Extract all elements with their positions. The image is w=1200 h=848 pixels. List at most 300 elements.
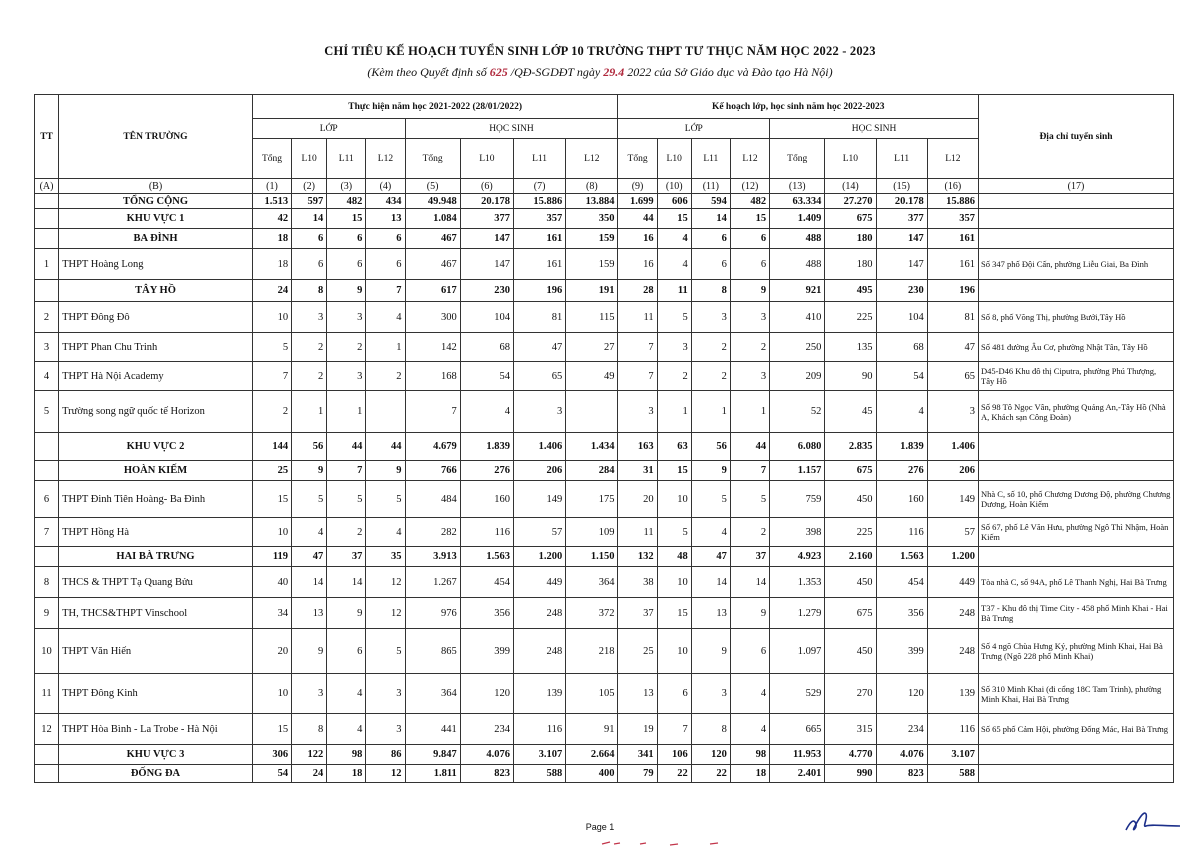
header-sub: Tổng (252, 139, 291, 179)
value-cell: 2 (730, 333, 769, 362)
value-cell: 377 (876, 209, 927, 229)
value-cell: 116 (876, 518, 927, 547)
value-cell: 44 (618, 209, 657, 229)
value-cell: 159 (566, 249, 618, 280)
value-cell: 5 (657, 302, 691, 333)
value-cell: 14 (327, 567, 366, 598)
summary-row (35, 209, 1174, 229)
value-cell: 4 (366, 302, 405, 333)
address-cell (979, 229, 1174, 249)
value-cell: 15 (657, 209, 691, 229)
value-cell: 2 (730, 518, 769, 547)
value-cell: 467 (405, 229, 460, 249)
value-cell: 1.353 (770, 567, 825, 598)
value-cell: 2 (691, 333, 730, 362)
value-cell: 5 (366, 481, 405, 518)
value-cell: 14 (691, 567, 730, 598)
value-cell: 10 (657, 629, 691, 674)
value-cell: 675 (825, 598, 876, 629)
row-number: 3 (35, 333, 59, 362)
value-cell: 13 (366, 209, 405, 229)
column-label: (8) (566, 179, 618, 194)
value-cell: 12 (366, 765, 405, 783)
value-cell: 27 (566, 333, 618, 362)
value-cell: 398 (770, 518, 825, 547)
value-cell (566, 391, 618, 433)
row-number (35, 229, 59, 249)
value-cell: 4.679 (405, 433, 460, 461)
value-cell: 5 (657, 518, 691, 547)
row-number: 2 (35, 302, 59, 333)
value-cell: 180 (825, 229, 876, 249)
value-cell: 135 (825, 333, 876, 362)
value-cell: 399 (876, 629, 927, 674)
school-name: BA ĐÌNH (59, 229, 253, 249)
address-cell: Số 98 Tô Ngọc Vân, phường Quảng An,-Tây Hồ (Nhà A, Khách sạn Công Đoàn) (979, 391, 1174, 433)
value-cell: 104 (460, 302, 513, 333)
value-cell: 24 (292, 765, 327, 783)
value-cell: 206 (513, 461, 565, 481)
value-cell: 25 (618, 629, 657, 674)
value-cell: 2 (691, 362, 730, 391)
value-cell: 449 (927, 567, 978, 598)
value-cell: 8 (691, 280, 730, 302)
value-cell: 4 (691, 518, 730, 547)
header-sub: Tổng (770, 139, 825, 179)
value-cell: 5 (691, 481, 730, 518)
value-cell: 56 (691, 433, 730, 461)
value-cell: 22 (657, 765, 691, 783)
document-title: CHỈ TIÊU KẾ HOẠCH TUYỂN SINH LỚP 10 TRƯỜNG THPT TƯ THỤC NĂM HỌC 2022 - 2023 (324, 44, 876, 58)
column-label: (7) (513, 179, 565, 194)
value-cell: 3 (927, 391, 978, 433)
value-cell: 454 (460, 567, 513, 598)
value-cell: 120 (460, 674, 513, 714)
value-cell: 12 (366, 567, 405, 598)
value-cell: 7 (252, 362, 291, 391)
row-number: 10 (35, 629, 59, 674)
value-cell: 2 (292, 362, 327, 391)
value-cell: 1 (327, 391, 366, 433)
value-cell: 315 (825, 714, 876, 745)
value-cell: 234 (876, 714, 927, 745)
value-cell: 597 (292, 194, 327, 209)
column-label: (5) (405, 179, 460, 194)
value-cell: 1.279 (770, 598, 825, 629)
column-label: (15) (876, 179, 927, 194)
value-cell: 6 (691, 249, 730, 280)
value-cell: 3 (366, 714, 405, 745)
value-cell: 306 (252, 745, 291, 765)
value-cell: 4 (730, 674, 769, 714)
column-label: (14) (825, 179, 876, 194)
value-cell: 10 (252, 674, 291, 714)
value-cell: 2.664 (566, 745, 618, 765)
value-cell: 37 (730, 547, 769, 567)
value-cell: 161 (927, 229, 978, 249)
table-row (35, 598, 1174, 629)
school-name: KHU VỰC 1 (59, 209, 253, 229)
address-cell (979, 209, 1174, 229)
value-cell: 350 (566, 209, 618, 229)
value-cell: 356 (876, 598, 927, 629)
table-row (35, 714, 1174, 745)
value-cell: 6 (327, 629, 366, 674)
row-number (35, 765, 59, 783)
value-cell: 1.406 (513, 433, 565, 461)
summary-row (35, 433, 1174, 461)
summary-row (35, 765, 1174, 783)
value-cell: 467 (405, 249, 460, 280)
value-cell: 206 (927, 461, 978, 481)
value-cell: 13.884 (566, 194, 618, 209)
header-sub: L11 (691, 139, 730, 179)
header-sub: Tổng (405, 139, 460, 179)
value-cell: 218 (566, 629, 618, 674)
value-cell: 104 (876, 302, 927, 333)
value-cell: 2 (366, 362, 405, 391)
value-cell: 865 (405, 629, 460, 674)
summary-row (35, 194, 1174, 209)
header-sub: Tổng (618, 139, 657, 179)
column-label: (10) (657, 179, 691, 194)
value-cell: 4.076 (876, 745, 927, 765)
value-cell: 434 (366, 194, 405, 209)
value-cell: 24 (252, 280, 291, 302)
value-cell: 248 (513, 598, 565, 629)
value-cell: 196 (927, 280, 978, 302)
value-cell: 495 (825, 280, 876, 302)
value-cell: 2 (327, 333, 366, 362)
value-cell: 40 (252, 567, 291, 598)
value-cell: 6 (366, 229, 405, 249)
value-cell: 35 (366, 547, 405, 567)
value-cell: 10 (657, 481, 691, 518)
value-cell: 276 (460, 461, 513, 481)
value-cell: 49 (566, 362, 618, 391)
value-cell: 976 (405, 598, 460, 629)
value-cell: 4.076 (460, 745, 513, 765)
value-cell: 454 (876, 567, 927, 598)
column-label-row (35, 179, 1174, 194)
signature-mark (1122, 804, 1186, 840)
value-cell: 7 (618, 333, 657, 362)
header-plan-hocsinh: HỌC SINH (770, 119, 979, 139)
value-cell: 9 (691, 629, 730, 674)
header-address: Địa chỉ tuyển sinh (979, 95, 1174, 179)
value-cell: 98 (730, 745, 769, 765)
column-label: (1) (252, 179, 291, 194)
row-number: 4 (35, 362, 59, 391)
value-cell: 7 (405, 391, 460, 433)
value-cell: 22 (691, 765, 730, 783)
value-cell: 1.150 (566, 547, 618, 567)
value-cell: 4 (657, 229, 691, 249)
value-cell: 20.178 (460, 194, 513, 209)
school-name: HAI BÀ TRƯNG (59, 547, 253, 567)
value-cell: 8 (292, 280, 327, 302)
value-cell: 159 (566, 229, 618, 249)
value-cell: 191 (566, 280, 618, 302)
school-name: THPT Đông Kinh (59, 674, 253, 714)
value-cell: 3 (691, 302, 730, 333)
school-name: ĐỐNG ĐA (59, 765, 253, 783)
school-name: THPT Hoàng Long (59, 249, 253, 280)
address-cell: Tòa nhà C, số 94A, phố Lê Thanh Nghị, Hai Bà Trưng (979, 567, 1174, 598)
row-number (35, 194, 59, 209)
value-cell: 9 (366, 461, 405, 481)
value-cell: 34 (252, 598, 291, 629)
value-cell: 119 (252, 547, 291, 567)
value-cell: 57 (927, 518, 978, 547)
table-row (35, 333, 1174, 362)
subtitle-post: 2022 của Sở Giáo dục và Đào tạo Hà Nội) (627, 65, 833, 79)
value-cell: 488 (770, 229, 825, 249)
value-cell: 1.084 (405, 209, 460, 229)
header-sub: L10 (292, 139, 327, 179)
value-cell: 588 (927, 765, 978, 783)
value-cell: 37 (618, 598, 657, 629)
value-cell: 44 (730, 433, 769, 461)
value-cell: 163 (618, 433, 657, 461)
value-cell: 48 (657, 547, 691, 567)
value-cell: 20.178 (876, 194, 927, 209)
value-cell: 270 (825, 674, 876, 714)
value-cell: 81 (927, 302, 978, 333)
table-row (35, 567, 1174, 598)
value-cell: 4 (327, 674, 366, 714)
value-cell: 79 (618, 765, 657, 783)
row-number: 12 (35, 714, 59, 745)
summary-row (35, 745, 1174, 765)
column-label: (A) (35, 179, 59, 194)
value-cell: 47 (691, 547, 730, 567)
value-cell: 65 (927, 362, 978, 391)
value-cell: 377 (460, 209, 513, 229)
row-number (35, 280, 59, 302)
header-sub: L12 (366, 139, 405, 179)
school-name: KHU VỰC 2 (59, 433, 253, 461)
value-cell: 161 (513, 249, 565, 280)
value-cell: 16 (618, 249, 657, 280)
summary-row (35, 229, 1174, 249)
school-name: THPT Hòa Bình - La Trobe - Hà Nội (59, 714, 253, 745)
value-cell: 14 (292, 209, 327, 229)
value-cell: 3 (292, 302, 327, 333)
table-row (35, 249, 1174, 280)
value-cell: 364 (566, 567, 618, 598)
value-cell: 25 (252, 461, 291, 481)
header-plan-lop: LỚP (618, 119, 770, 139)
value-cell: 44 (366, 433, 405, 461)
value-cell: 4 (292, 518, 327, 547)
value-cell: 54 (876, 362, 927, 391)
address-cell: Số 67, phố Lê Văn Hưu, phường Ngô Thì Nhậm, Hoàn Kiếm (979, 518, 1174, 547)
value-cell: 4 (327, 714, 366, 745)
address-cell (979, 547, 1174, 567)
value-cell: 13 (618, 674, 657, 714)
value-cell: 49.948 (405, 194, 460, 209)
value-cell: 81 (513, 302, 565, 333)
column-label: (2) (292, 179, 327, 194)
value-cell: 4 (460, 391, 513, 433)
value-cell: 42 (252, 209, 291, 229)
value-cell: 13 (691, 598, 730, 629)
value-cell: 225 (825, 518, 876, 547)
value-cell: 488 (770, 249, 825, 280)
value-cell: 357 (927, 209, 978, 229)
value-cell: 14 (292, 567, 327, 598)
value-cell: 149 (513, 481, 565, 518)
value-cell: 5 (730, 481, 769, 518)
value-cell: 38 (618, 567, 657, 598)
value-cell: 161 (927, 249, 978, 280)
value-cell: 7 (618, 362, 657, 391)
row-number: 5 (35, 391, 59, 433)
value-cell: 1.200 (927, 547, 978, 567)
summary-row (35, 547, 1174, 567)
column-label: (6) (460, 179, 513, 194)
value-cell: 1.434 (566, 433, 618, 461)
value-cell: 2 (327, 518, 366, 547)
value-cell: 1.267 (405, 567, 460, 598)
value-cell: 11.953 (770, 745, 825, 765)
value-cell: 276 (876, 461, 927, 481)
value-cell: 3 (657, 333, 691, 362)
value-cell: 1.563 (460, 547, 513, 567)
value-cell: 142 (405, 333, 460, 362)
value-cell: 132 (618, 547, 657, 567)
row-number (35, 433, 59, 461)
page-number: Page 1 (585, 822, 615, 832)
value-cell: 6 (292, 249, 327, 280)
value-cell: 54 (252, 765, 291, 783)
value-cell: 37 (327, 547, 366, 567)
value-cell: 1.409 (770, 209, 825, 229)
value-cell: 168 (405, 362, 460, 391)
value-cell: 248 (927, 598, 978, 629)
address-cell: D45-D46 Khu đô thị Ciputra, phường Phú Thượng, Tây Hồ (979, 362, 1174, 391)
decision-date: 29.4 (603, 65, 625, 79)
value-cell: 341 (618, 745, 657, 765)
value-cell: 7 (730, 461, 769, 481)
value-cell: 15 (252, 481, 291, 518)
value-cell: 4.923 (770, 547, 825, 567)
value-cell: 450 (825, 567, 876, 598)
value-cell: 20 (252, 629, 291, 674)
value-cell: 47 (292, 547, 327, 567)
value-cell: 1 (730, 391, 769, 433)
header-school-name: TÊN TRƯỜNG (59, 95, 253, 179)
value-cell: 3 (366, 674, 405, 714)
school-name: KHU VỰC 3 (59, 745, 253, 765)
address-cell: Số 8, phố Võng Thị, phường Bưởi,Tây Hồ (979, 302, 1174, 333)
school-name: THPT Đinh Tiên Hoàng- Ba Đình (59, 481, 253, 518)
column-label: (3) (327, 179, 366, 194)
address-cell (979, 461, 1174, 481)
value-cell: 115 (566, 302, 618, 333)
value-cell: 3 (730, 302, 769, 333)
row-number (35, 461, 59, 481)
table-row (35, 302, 1174, 333)
school-name: THPT Đông Đô (59, 302, 253, 333)
value-cell: 109 (566, 518, 618, 547)
value-cell: 6 (691, 229, 730, 249)
value-cell: 31 (618, 461, 657, 481)
value-cell: 5 (366, 629, 405, 674)
address-cell (979, 745, 1174, 765)
decision-number: 625 (489, 65, 508, 79)
value-cell: 196 (513, 280, 565, 302)
value-cell: 990 (825, 765, 876, 783)
header-sub: L11 (513, 139, 565, 179)
value-cell: 372 (566, 598, 618, 629)
value-cell: 4 (730, 714, 769, 745)
address-cell: T37 - Khu đô thị Time City - 458 phố Minh Khai - Hai Bà Trưng (979, 598, 1174, 629)
school-name: Trường song ngữ quốc tế Horizon (59, 391, 253, 433)
table-row (35, 674, 1174, 714)
address-cell: Số 347 phố Đội Cấn, phường Liễu Giai, Ba Đình (979, 249, 1174, 280)
value-cell: 410 (770, 302, 825, 333)
table-row (35, 518, 1174, 547)
column-label: (9) (618, 179, 657, 194)
value-cell: 106 (657, 745, 691, 765)
school-name: TÂY HỒ (59, 280, 253, 302)
value-cell: 3 (327, 362, 366, 391)
header-sub: L12 (566, 139, 618, 179)
value-cell: 68 (460, 333, 513, 362)
header-sub: L10 (825, 139, 876, 179)
value-cell: 300 (405, 302, 460, 333)
value-cell: 225 (825, 302, 876, 333)
value-cell: 47 (927, 333, 978, 362)
value-cell: 15 (657, 598, 691, 629)
value-cell: 356 (460, 598, 513, 629)
value-cell: 28 (618, 280, 657, 302)
value-cell: 90 (825, 362, 876, 391)
value-cell: 68 (876, 333, 927, 362)
address-cell (979, 280, 1174, 302)
value-cell: 209 (770, 362, 825, 391)
value-cell: 63.334 (770, 194, 825, 209)
value-cell: 116 (927, 714, 978, 745)
row-number (35, 745, 59, 765)
value-cell: 6 (657, 674, 691, 714)
value-cell: 357 (513, 209, 565, 229)
value-cell: 116 (460, 518, 513, 547)
value-cell: 1 (292, 391, 327, 433)
value-cell: 149 (927, 481, 978, 518)
value-cell: 18 (252, 249, 291, 280)
value-cell: 588 (513, 765, 565, 783)
value-cell: 116 (513, 714, 565, 745)
value-cell: 27.270 (825, 194, 876, 209)
value-cell: 122 (292, 745, 327, 765)
value-cell: 98 (327, 745, 366, 765)
value-cell: 6 (730, 229, 769, 249)
address-cell: Nhà C, số 10, phố Chương Dương Độ, phường Chương Dương, Hoàn Kiếm (979, 481, 1174, 518)
school-name: TH, THCS&THPT Vinschool (59, 598, 253, 629)
value-cell: 3.107 (513, 745, 565, 765)
value-cell: 250 (770, 333, 825, 362)
value-cell: 5 (292, 481, 327, 518)
value-cell: 56 (292, 433, 327, 461)
value-cell: 52 (770, 391, 825, 433)
value-cell: 399 (460, 629, 513, 674)
value-cell: 7 (327, 461, 366, 481)
value-cell: 9 (327, 280, 366, 302)
value-cell: 44 (327, 433, 366, 461)
